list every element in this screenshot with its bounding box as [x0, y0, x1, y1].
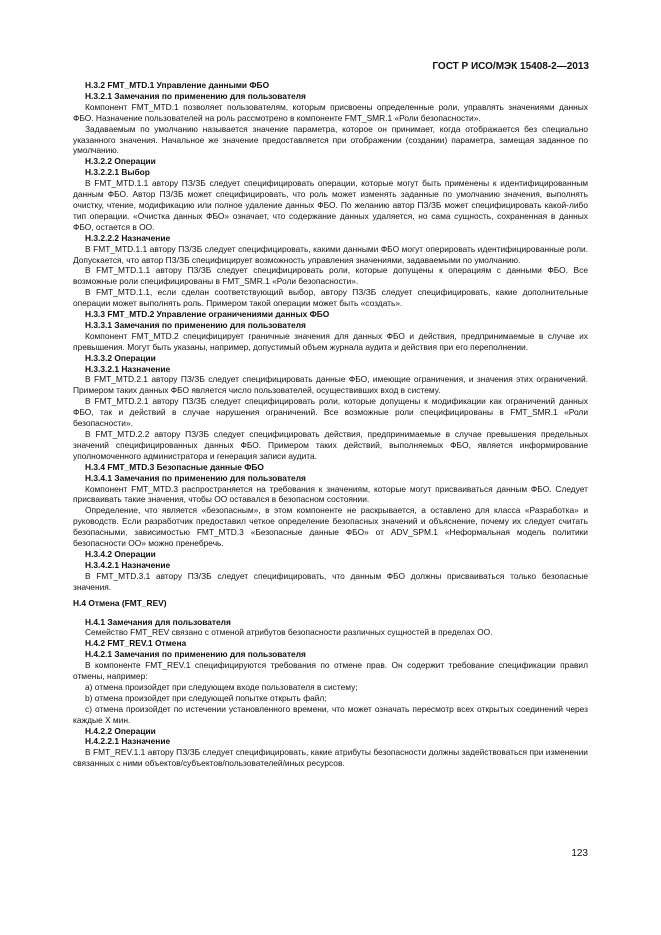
paragraph: В FMT_MTD.2.1 автору ПЗ/ЗБ следует специфицировать роли, которые допущены к модификации как ограничений данных ФБО, так и действий в случае нарушения ограничений. Все возможные роли специфицированы в FMT_SMR.1 «Роли безопасности». [73, 396, 588, 429]
paragraph: Компонент FMT_MTD.3 распространяется на требования к значениям, которые могут присваиваться данным ФБО. Следует присваивать такие значения, чтобы ОО оставался в безопасном состоянии. [73, 483, 588, 505]
page-header: ГОСТ Р ИСО/МЭК 15408-2—2013 [432, 61, 589, 72]
paragraph: Компонент FMT_MTD.1 позволяет пользователям, которым присвоены определенные роли, управлять значениями данных ФБО. Назначение пользователей на роль рассмотрено в компоненте FMT_SMR.1 «Роли безопасности». [73, 101, 588, 123]
paragraph: Задаваемым по умолчанию называется значение параметра, которое он принимает, когда отображается без специально указанного значения. Начальное же значение предоставляется при отображении (создании) параметра, замещая заданное по умолчанию. [73, 123, 588, 156]
paragraph: В FMT_MTD.1.1 автору ПЗ/ЗБ следует специфицировать, какими данными ФБО могут оперировать идентифицированные роли. Допускается, что автор ПЗ/ЗБ специфицирует возможность управления значениями, задаваемыми по умолчанию. [73, 243, 588, 265]
list-item: с) отмена произойдет по истечении установленного времени, что может означать пересмотр всех открытых соединений через каждые X мин. [73, 703, 588, 725]
section-heading: Н.4.2.2 Операции [85, 725, 156, 736]
page-number: 123 [571, 848, 588, 859]
section-heading: Н.3.4.2.1 Назначение [85, 559, 171, 570]
section-heading: Н.3.4 FMT_MTD.3 Безопасные данные ФБО [85, 461, 264, 472]
section-heading: Н.4.2 FMT_REV.1 Отмена [85, 638, 187, 649]
paragraph: Определение, что является «безопасным», в этом компоненте не раскрывается, а оставлено для класса «Разработка» и руководств. Если разработчик предоставил четкое определение безопасных значений и объяснение, почему их следует считать безопасными, зависимостью FMT_MTD.3 «Безопасные данные ФБО» от ADV_SPM.1 «Неформальная модель политики безопасности ОО» можно пренебречь. [73, 505, 588, 549]
paragraph: В FMT_MTD.2.2 автору ПЗ/ЗБ следует специфицировать действия, предпринимаемые в случае превышения предельных значений специфицированных данных ФБО. Примером таких действий, выполняемых ФБО, является информирование уполномоченного администратора и генерация записи аудита. [73, 429, 588, 461]
section-heading: Н.3.2.2.2 Назначение [85, 232, 171, 243]
paragraph: В FMT_MTD.1.1 автору ПЗ/ЗБ следует специфицировать операции, которые могут быть применены к идентифицированным данным ФБО. Автор ПЗ/ЗБ может специфицировать, что роль может изменять заданные по умолчанию значения, выполнять очистку, чтение, модификацию или полное удаление данных ФБО. По желанию автор ПЗ/ЗБ может специфицировать какой-либо тип операции. «Очистка данных ФБО» означает, что содержание данных удаляется, но сама сущность, сохраненная в данных ФБО, остается в ОО. [73, 178, 588, 232]
section-heading: Н.3.4.1 Замечания по применению для пользователя [85, 472, 306, 483]
section-heading: Н.3.2.2 Операции [85, 156, 156, 167]
section-heading: Н.3.3.2.1 Назначение [85, 363, 171, 374]
paragraph: В FMT_MTD.1.1, если сделан соответствующий выбор, автору ПЗ/ЗБ следует специфицировать, какие дополнительные операции может выполнять роль. Примером такой операции может быть «создать». [73, 287, 588, 309]
document-body [73, 80, 588, 769]
section-heading: Н.3.3 FMT_MTD.2 Управление ограничениями данных ФБО [85, 309, 330, 320]
section-heading: Н.3.3.1 Замечания по применению для пользователя [85, 319, 306, 330]
paragraph: Семейство FMT_REV связано с отменой атрибутов безопасности различных сущностей в пределах ОО. [85, 627, 493, 638]
paragraph: В FMT_MTD.3.1 автору ПЗ/ЗБ следует специфицировать, что данным ФБО должны присваиваться только безопасные значения. [73, 570, 588, 592]
paragraph: В компоненте FMT_REV.1 специфицируются требования по отмене прав. Он содержит требование спецификации правил отмены, например: [73, 660, 588, 682]
paragraph: В FMT_MTD.2.1 автору ПЗ/ЗБ следует специфицировать данные ФБО, имеющие ограничения, и значения этих ограничений. Примером таких данных ФБО является число пользователей, осуществивших вход в систему. [73, 374, 588, 396]
section-heading: Н.3.4.2 Операции [85, 548, 156, 559]
section-heading: Н.3.2.2.1 Выбор [85, 167, 150, 178]
list-item: а) отмена произойдет при следующем входе пользователя в систему; [85, 681, 358, 692]
section-heading: Н.3.3.2 Операции [85, 352, 156, 363]
paragraph: Компонент FMT_MTD.2 специфицирует граничные значения для данных ФБО и действия, предпринимаемые в случае их превышения. Могут быть указаны, например, допустимый объем журнала аудита и действия при его переполнении. [73, 330, 588, 352]
chapter-heading: Н.4 Отмена (FMT_REV) [73, 597, 167, 608]
paragraph: В FMT_MTD.1.1 автору ПЗ/ЗБ следует специфицировать роли, которые допущены к операциям с данными ФБО. Все возможные роли специфицированы в FMT_SMR.1 «Роли безопасности». [73, 265, 588, 287]
section-heading: Н.4.2.2.1 Назначение [85, 736, 171, 747]
section-heading: Н.4.2.1 Замечания по применению для пользователя [85, 649, 306, 660]
paragraph: В FMT_REV.1.1 автору ПЗ/ЗБ следует специфицировать, какие атрибуты безопасности должны задействоваться при изменении связанных с ними объектов/субъектов/пользователей/иных ресурсов. [73, 747, 588, 769]
section-heading: Н.4.1 Замечания для пользователя [85, 616, 231, 627]
section-heading: Н.3.2 FMT_MTD.1 Управление данными ФБО [85, 80, 270, 90]
list-item: b) отмена произойдет при следующей попытке открыть файл; [85, 692, 327, 703]
section-heading: Н.3.2.1 Замечания по применению для пользователя [85, 90, 306, 101]
